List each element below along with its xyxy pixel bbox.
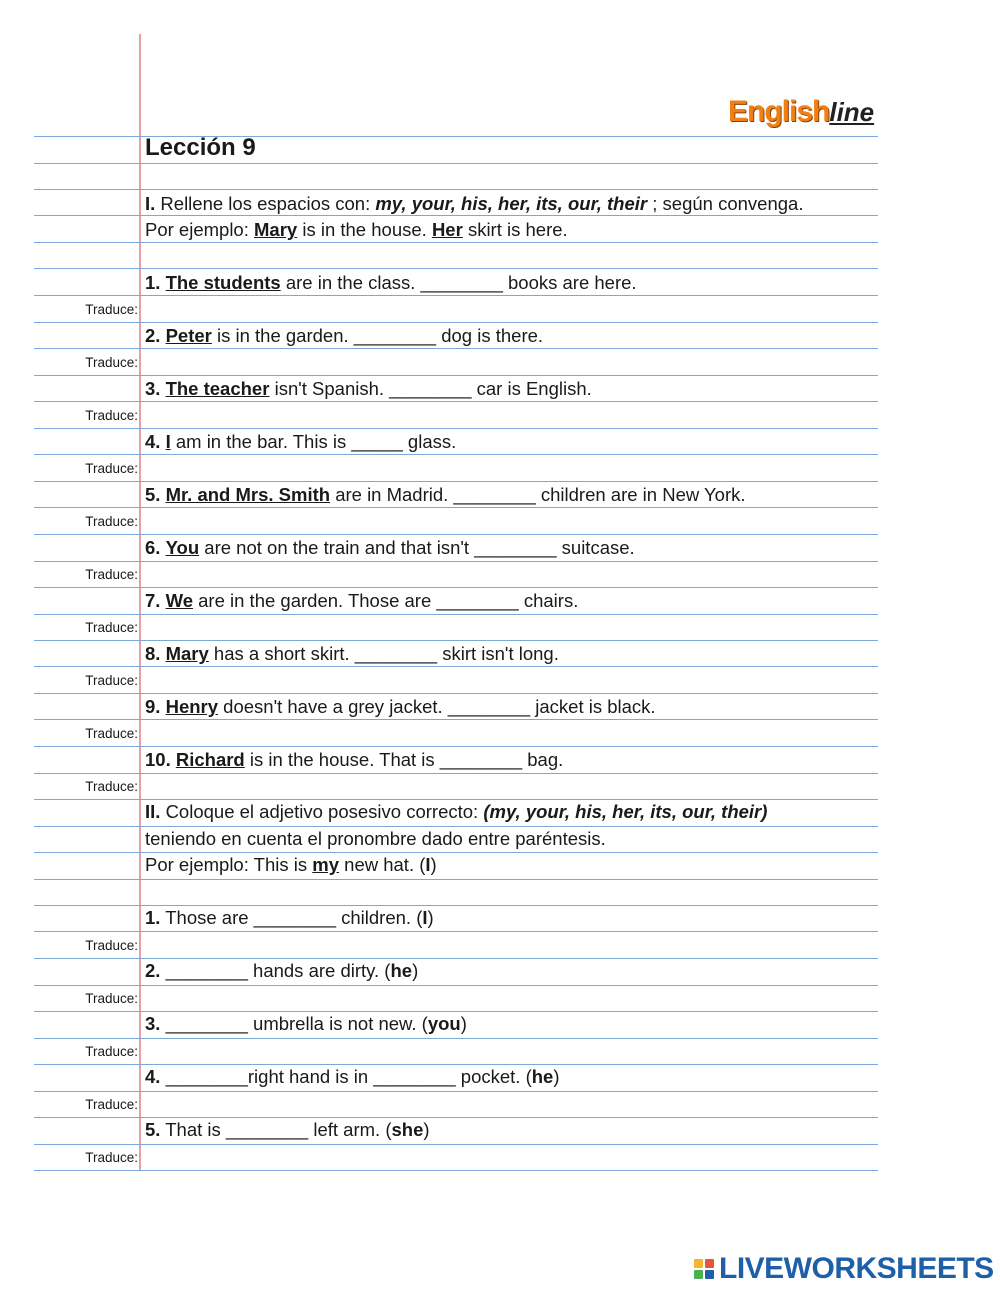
item-text: is in the house. That is ________ bag.	[249, 749, 564, 770]
item-subject: We	[165, 590, 193, 611]
item-subject: Peter	[165, 325, 212, 346]
translate-label: Traduce:	[85, 779, 138, 794]
item-subject: I	[165, 431, 171, 452]
rule-line	[34, 746, 878, 747]
item-text: has a short skirt. ________ skirt isn't long.	[213, 643, 559, 664]
rule-line	[34, 163, 878, 164]
section2-example: Por ejemplo: This is my new hat. (I)	[145, 854, 437, 875]
translate-label: Traduce:	[85, 1150, 138, 1165]
translate-label: Traduce:	[85, 673, 138, 688]
item-number: 2.	[145, 325, 161, 346]
rule-line	[34, 1144, 878, 1145]
rule-line	[34, 322, 878, 323]
section1-instruction: I. Rellene los espacios con: my, your, his, her, its, our, their ; según convenga.	[145, 193, 804, 214]
item-pronoun: he	[531, 1066, 554, 1087]
item-close: )	[423, 1119, 430, 1140]
item-pronoun: she	[391, 1119, 424, 1140]
rule-line	[34, 799, 878, 800]
rule-line	[34, 401, 878, 402]
translate-label: Traduce:	[85, 1044, 138, 1059]
rule-line	[34, 295, 878, 296]
exercise-1-5	[145, 484, 746, 506]
exercise-1-8	[145, 643, 559, 665]
rule-line	[34, 348, 878, 349]
item-close: )	[427, 907, 434, 928]
exercise-2-5	[145, 1119, 430, 1141]
section2-instruction-line2: teniendo en cuenta el pronombre dado entre paréntesis.	[145, 828, 606, 849]
rule-line	[34, 905, 878, 906]
rule-line	[34, 189, 878, 190]
item-subject: The teacher	[165, 378, 270, 399]
rule-line	[34, 1064, 878, 1065]
item-pronoun: I	[422, 907, 428, 928]
section1-example: Por ejemplo: Mary is in the house. Her skirt is here.	[145, 219, 568, 240]
liveworksheets-logo: LIVEWORKSHEETS	[694, 1252, 994, 1286]
rule-line	[34, 215, 878, 216]
page-title: Lección 9	[145, 134, 256, 161]
rule-line	[34, 826, 878, 827]
rule-line	[34, 534, 878, 535]
item-number: 9.	[145, 696, 161, 717]
item-number: 10.	[145, 749, 171, 770]
rule-line	[34, 879, 878, 880]
item-close: )	[412, 960, 419, 981]
rule-line	[34, 561, 878, 562]
rule-line	[34, 1038, 878, 1039]
exercise-1-4	[145, 431, 456, 453]
rule-line	[34, 1011, 878, 1012]
item-text: Those are ________ children. (	[165, 907, 423, 928]
item-subject: Mr. and Mrs. Smith	[165, 484, 331, 505]
item-number: 1.	[145, 272, 161, 293]
item-pronoun: he	[390, 960, 413, 981]
rule-line	[34, 1091, 878, 1092]
rule-line	[34, 375, 878, 376]
exercise-1-10	[145, 749, 563, 771]
item-text: That is ________ left arm. (	[165, 1119, 392, 1140]
item-number: 1.	[145, 907, 161, 928]
item-text: are in the class. ________ books are here.	[285, 272, 637, 293]
item-number: 4.	[145, 1066, 161, 1087]
rule-line	[34, 852, 878, 853]
liveworksheets-blocks-icon	[694, 1259, 714, 1279]
rule-line	[34, 454, 878, 455]
exercise-1-9	[145, 696, 656, 718]
translate-label: Traduce:	[85, 302, 138, 317]
exercise-1-6	[145, 537, 635, 559]
item-text: are in the garden. Those are ________ chairs.	[198, 590, 579, 611]
rule-line	[34, 666, 878, 667]
rule-line	[34, 1117, 878, 1118]
rule-line	[34, 507, 878, 508]
item-text: ________ hands are dirty. (	[165, 960, 391, 981]
exercise-2-1	[145, 907, 434, 929]
exercise-2-3	[145, 1013, 467, 1035]
exercise-1-7	[145, 590, 578, 612]
translate-label: Traduce:	[85, 514, 138, 529]
item-text: ________ umbrella is not new. (	[165, 1013, 428, 1034]
translate-label: Traduce:	[85, 408, 138, 423]
rule-line	[34, 719, 878, 720]
rule-line	[34, 481, 878, 482]
margin-line	[139, 34, 141, 1170]
section2-instruction: II. Coloque el adjetivo posesivo correcto: (my, your, his, her, its, our, their)	[145, 801, 768, 822]
exercise-1-2	[145, 325, 543, 347]
rule-line	[34, 693, 878, 694]
item-text: isn't Spanish. ________ car is English.	[274, 378, 592, 399]
rule-line	[34, 1170, 878, 1171]
rule-line	[34, 985, 878, 986]
translate-label: Traduce:	[85, 991, 138, 1006]
translate-label: Traduce:	[85, 620, 138, 635]
item-close: )	[553, 1066, 560, 1087]
translate-label: Traduce:	[85, 726, 138, 741]
item-subject: The students	[165, 272, 281, 293]
rule-line	[34, 268, 878, 269]
item-text: ________right hand is in ________ pocket. (	[165, 1066, 532, 1087]
exercise-1-3	[145, 378, 592, 400]
item-number: 6.	[145, 537, 161, 558]
item-number: 4.	[145, 431, 161, 452]
item-number: 5.	[145, 484, 161, 505]
item-number: 8.	[145, 643, 161, 664]
rule-line	[34, 931, 878, 932]
item-pronoun: you	[427, 1013, 461, 1034]
rule-line	[34, 242, 878, 243]
item-number: 7.	[145, 590, 161, 611]
item-text: is in the garden. ________ dog is there.	[217, 325, 544, 346]
item-number: 2.	[145, 960, 161, 981]
item-number: 5.	[145, 1119, 161, 1140]
item-number: 3.	[145, 1013, 161, 1034]
translate-label: Traduce:	[85, 355, 138, 370]
item-subject: Richard	[175, 749, 245, 770]
item-text: doesn't have a grey jacket. ________ jacket is black.	[223, 696, 656, 717]
translate-label: Traduce:	[85, 1097, 138, 1112]
translate-label: Traduce:	[85, 461, 138, 476]
item-text: are not on the train and that isn't ________ suitcase.	[204, 537, 635, 558]
item-subject: You	[165, 537, 200, 558]
exercise-2-2	[145, 960, 418, 982]
rule-line	[34, 614, 878, 615]
item-text: are in Madrid. ________ children are in New York.	[335, 484, 746, 505]
rule-line	[34, 428, 878, 429]
translate-label: Traduce:	[85, 567, 138, 582]
translate-label: Traduce:	[85, 938, 138, 953]
item-text: am in the bar. This is _____ glass.	[175, 431, 457, 452]
item-close: )	[460, 1013, 467, 1034]
item-number: 3.	[145, 378, 161, 399]
rule-line	[34, 958, 878, 959]
rule-line	[34, 773, 878, 774]
exercise-2-4	[145, 1066, 560, 1088]
exercise-1-1	[145, 272, 637, 294]
item-subject: Henry	[165, 696, 219, 717]
englishline-logo: Englishline	[728, 95, 875, 128]
item-subject: Mary	[165, 643, 209, 664]
rule-line	[34, 587, 878, 588]
rule-line	[34, 640, 878, 641]
